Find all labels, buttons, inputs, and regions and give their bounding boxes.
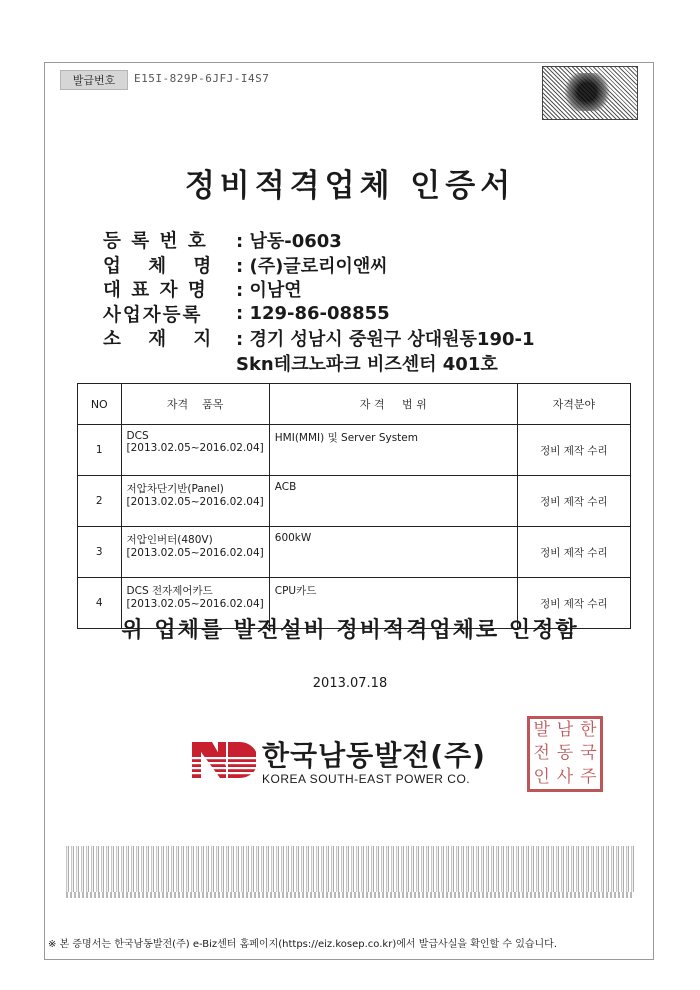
issue-number-label: 발급번호 [60,70,128,90]
reg-no-value: : 남동-0603 [236,231,342,253]
col-header-range: 자 격 범 위 [269,384,517,425]
ceo-row [103,277,535,302]
reg-no-label: 등 록 번 호 [103,231,208,253]
ceo-value: : 이남연 [236,280,302,302]
biz-no-label: 사업자등록 [103,304,203,326]
row-item [121,476,269,527]
certificate-title: 정비적격업체 인증서 [184,168,516,204]
col-header-no: NO [78,384,122,425]
seal-char: 동 [556,743,574,764]
item-name: 저압차단기반(Panel) [126,483,224,495]
verification-notice: ※ 본 증명서는 한국남동발전(주) e-Biz센터 홈페이지(https://eiz.kosep.co.kr)에서 발급사실을 확인할 수 있습니다. [48,939,558,950]
seal-char: 주 [580,766,597,787]
row-range: HMI(MMI) 및 Server System [269,425,517,476]
seal-char: 사 [556,766,574,787]
address-line1: : 경기 성남시 중원구 상대원동190-1 [236,329,535,351]
issue-number: E15I-829P-6JFJ-I4S7 [134,72,270,85]
qualification-table [77,383,631,629]
seal-char: 국 [580,743,597,764]
col-header-field: 자격분야 [517,384,630,425]
item-period: [2013.02.05~2016.02.04] [126,442,264,454]
row-field: 정비 제작 수리 [517,476,630,527]
logo-text [262,734,486,786]
row-range: 600kW [269,527,517,578]
verification-code-image [542,66,638,120]
address-row [103,326,535,351]
item-name: DCS [126,430,149,442]
issue-date: 2013.07.18 [312,676,388,691]
company-label: 업 체 명 [103,255,214,277]
biz-no-value: : 129-86-08855 [236,303,390,325]
seal-char: 발 [533,720,550,740]
row-no: 2 [78,476,122,527]
seal-char: 인 [533,766,550,787]
row-no: 1 [78,425,122,476]
company-value: : (주)글로리이앤씨 [236,255,388,277]
col-header-item: 자격 품목 [121,384,269,425]
seal-char: 한 [580,720,597,740]
company-seal-stamp [527,716,603,792]
company-logo [192,734,486,786]
table-row [78,425,631,476]
item-period: [2013.02.05~2016.02.04] [126,496,264,508]
row-item [121,527,269,578]
row-item [121,425,269,476]
biz-no-row [103,302,535,327]
row-no: 4 [78,578,122,629]
item-period: [2013.02.05~2016.02.04] [126,547,264,559]
item-period: [2013.02.05~2016.02.04] [126,598,264,610]
logo-english-name: KOREA SOUTH-EAST POWER CO. [262,772,471,786]
seal-char: 전 [533,743,550,764]
table-header-row [78,384,631,425]
address-label: 소 재 지 [103,329,214,351]
company-row [103,253,535,278]
address-row-2 [103,351,535,376]
item-name: DCS 전자제어카드 [126,585,213,597]
row-field: 정비 제작 수리 [517,425,630,476]
logo-korean-name: 한국남동발전(주) [262,739,486,772]
verification-seal-icon [563,73,611,111]
row-range: ACB [269,476,517,527]
reg-no-row [103,228,535,253]
kosep-logo-icon [192,740,256,780]
row-range: CPU카드 [269,578,517,629]
item-name: 저압인버터(480V) [126,534,213,546]
table-row [78,476,631,527]
certification-statement: 위 업체를 발전설비 정비적격업체로 인정함 [121,617,579,643]
row-field: 정비 제작 수리 [517,578,630,629]
table-row [78,527,631,578]
company-info [103,228,535,375]
row-no: 3 [78,527,122,578]
row-field: 정비 제작 수리 [517,527,630,578]
seal-char: 남 [556,720,574,740]
address-line2: Skn테크노파크 비즈센터 401호 [236,353,498,375]
security-barcode-band [66,846,634,892]
ceo-label: 대 표 자 명 [103,280,208,302]
security-barcode-strip [66,892,634,898]
